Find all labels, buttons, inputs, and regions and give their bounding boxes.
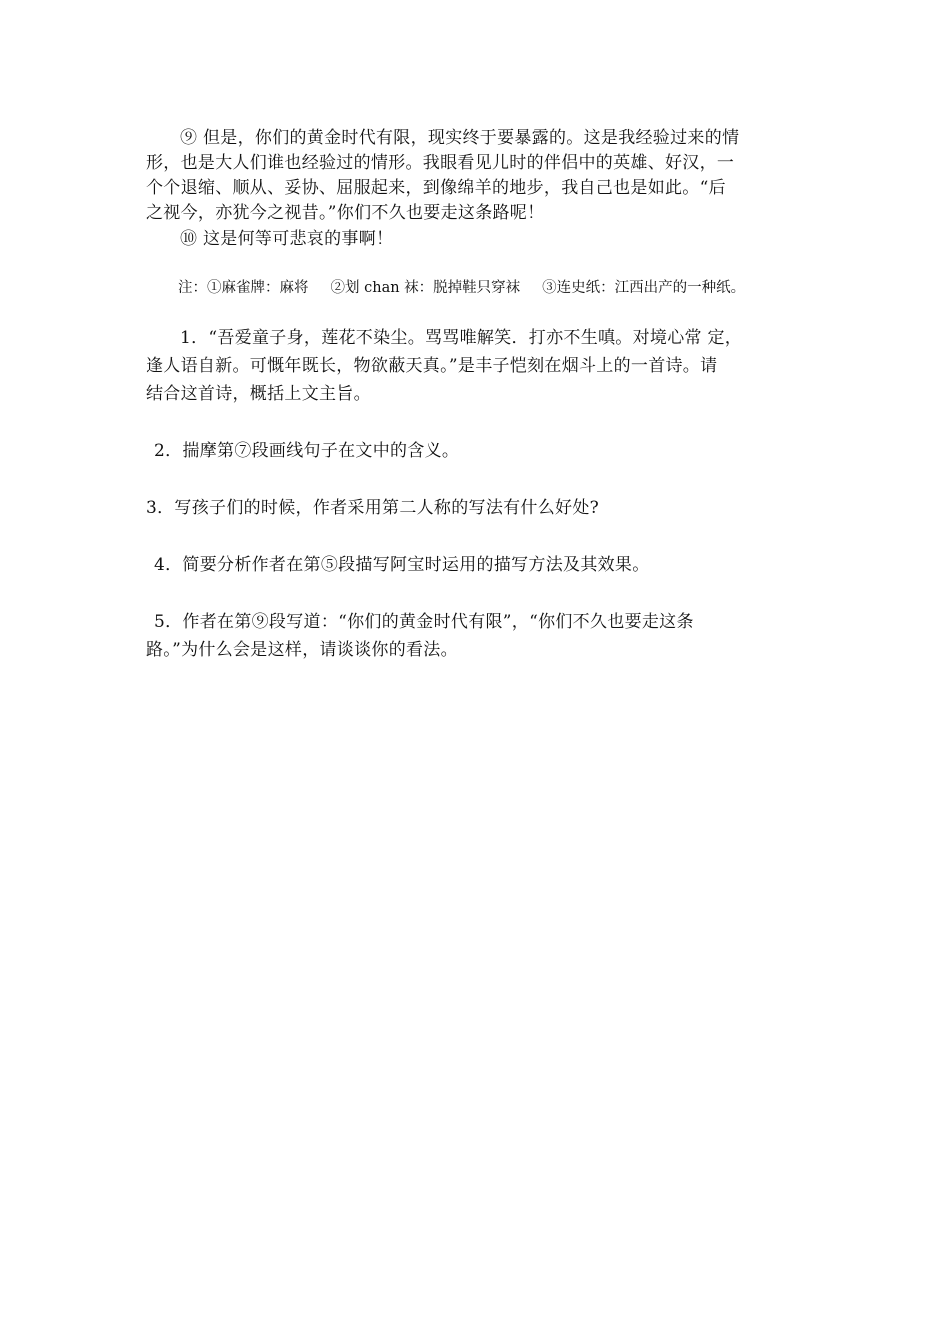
footnote-3: ③连史纸：江西出产的一种纸。 [542,280,746,296]
question-5 [146,608,694,664]
question-5-line: 5．作者在第⑨段写道：“你们的黄金时代有限”，“你们不久也要走这条 [154,612,694,632]
footnotes [178,277,745,299]
paragraph-9-line: 形，也是大人们谁也经验过的情形。我眼看见儿时的伴侣中的英雄、好汉，一 [146,153,735,173]
paragraph-10-line: ⑩ 这是何等可悲哀的事啊！ [180,229,394,249]
question-4 [154,551,650,579]
question-3 [146,494,599,522]
question-5-line: 路。”为什么会是这样，请谈谈你的看法。 [146,640,458,660]
question-3-text: 3．写孩子们的时候，作者采用第二人称的写法有什么好处? [146,498,600,518]
question-2 [154,437,459,465]
question-1-line: 1．“吾爱童子身，莲花不染尘。骂骂唯解笑．打亦不生嗔。对境心常 定， [180,328,743,348]
footnote-2: ②划 chan 袜：脱掉鞋只穿袜 [330,280,521,296]
paragraph-10 [146,227,806,252]
question-4-text: 4．简要分析作者在第⑤段描写阿宝时运用的描写方法及其效果。 [154,555,650,575]
question-1 [146,324,742,408]
footnote-1: 注：①麻雀牌：麻将 [178,280,309,296]
question-1-line: 结合这首诗，概括上文主旨。 [146,384,371,404]
paragraph-9-line: ⑨ 但是，你们的黄金时代有限，现实终于要暴露的。这是我经验过来的情 [180,128,740,148]
question-1-line: 逢人语自新。可慨年既长，物欲蔽天真。”是丰子恺刻在烟斗上的一首诗。请 [146,356,718,376]
paragraph-9 [146,126,806,226]
paragraph-9-line: 个个退缩、顺从、妥协、屈服起来，到像绵羊的地步，我自己也是如此。“后 [146,178,726,198]
question-2-text: 2．揣摩第⑦段画线句子在文中的含义。 [154,441,460,461]
paragraph-9-line: 之视今，亦犹今之视昔。”你们不久也要走这条路呢！ [146,203,545,223]
